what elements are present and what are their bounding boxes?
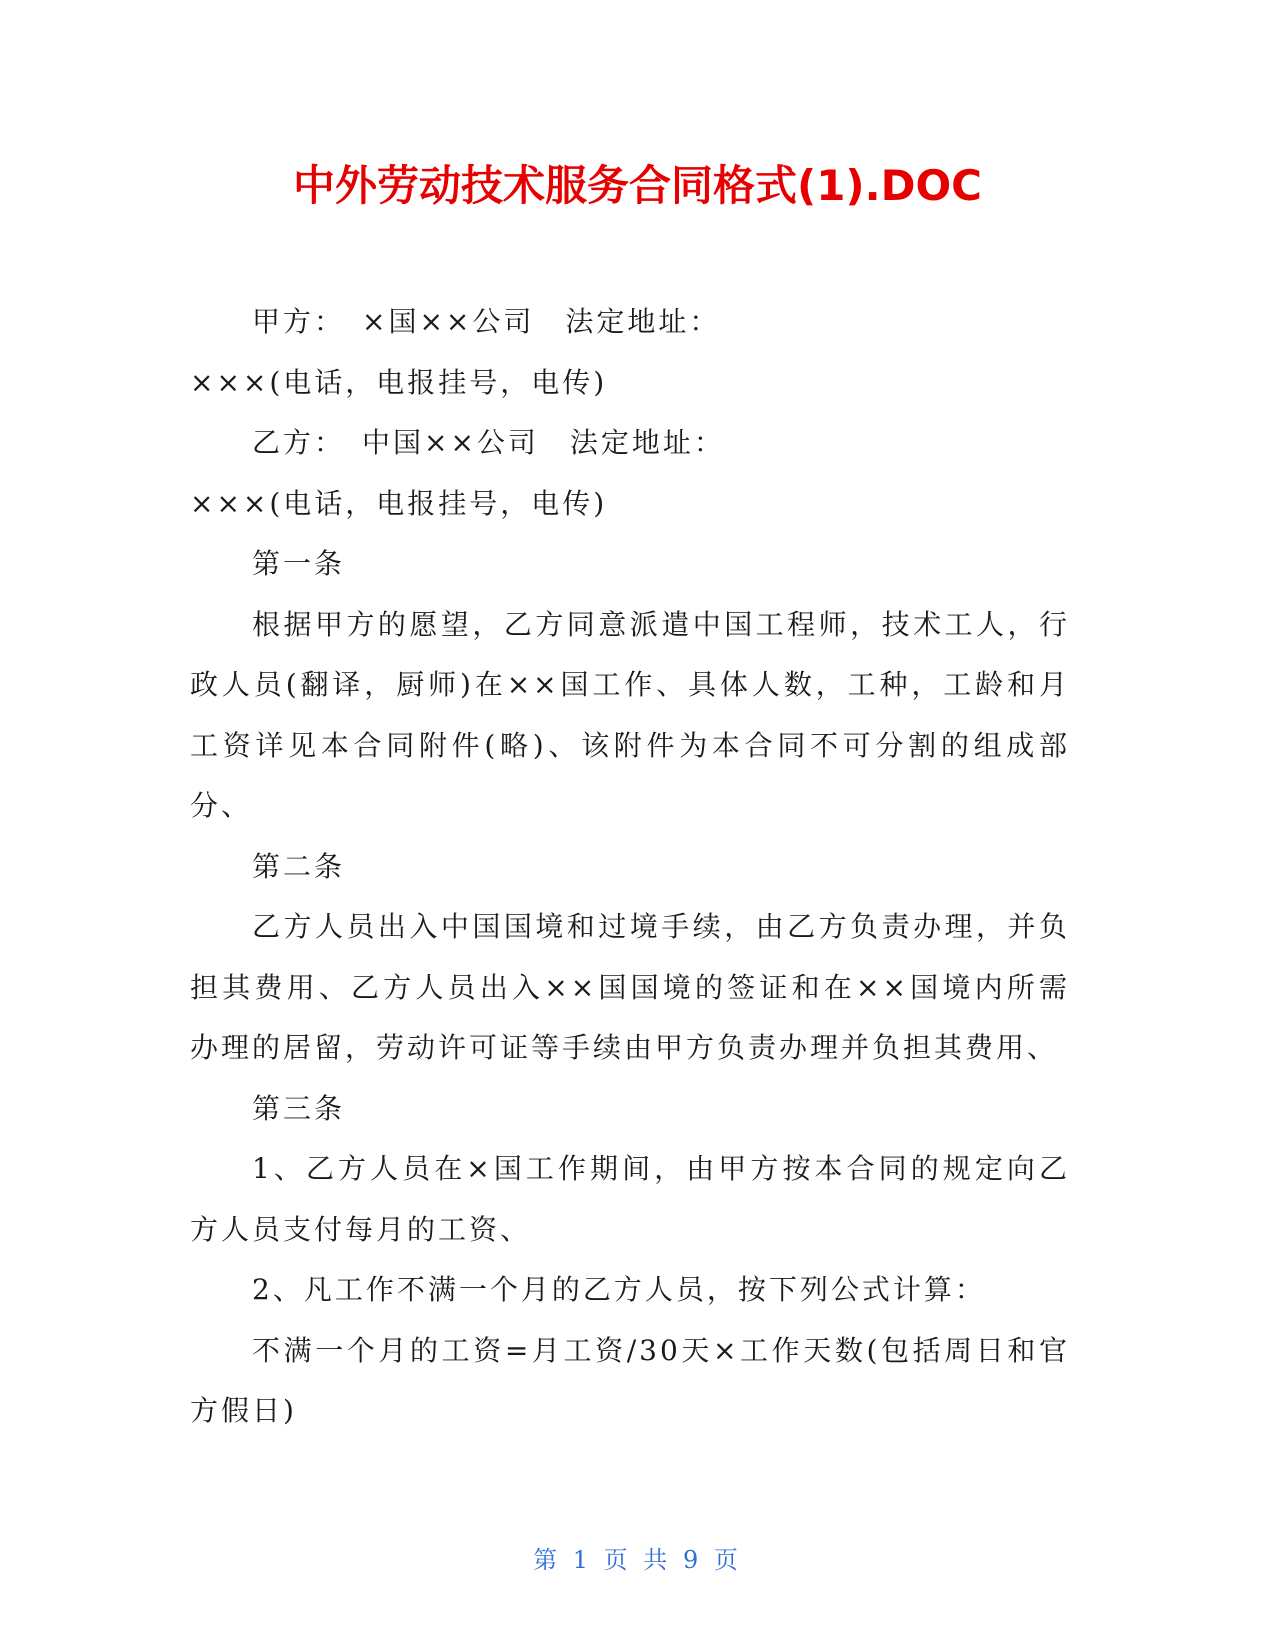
party-a-line: 甲方： ×国××公司 法定地址： — [252, 305, 721, 338]
article-3-item-1: 1、乙方人员在×国工作期间，由甲方按本合同的规定向乙方人员支付每月的工资、 — [190, 1152, 1070, 1246]
article-1-text: 根据甲方的愿望，乙方同意派遣中国工程师，技术工人，行政人员(翻译，厨师)在××国工作、具体人数，工种，工龄和月工资详见本合同附件(略)、该附件为本合同不可分割的组成部分、 — [190, 607, 1070, 822]
document-title: 中外劳动技术服务合同格式(1).DOC — [293, 161, 982, 210]
party-b-line: 乙方： 中国××公司 法定地址： — [252, 426, 725, 459]
article-2-heading: 第二条 — [252, 849, 346, 883]
salary-formula: 不满一个月的工资=月工资/30天×工作天数(包括周日和官方假日) — [190, 1333, 1070, 1427]
document-body — [190, 292, 1070, 1442]
article-3-item-2: 2、凡工作不满一个月的乙方人员，按下列公式计算： — [252, 1273, 986, 1306]
article-3-heading: 第三条 — [252, 1091, 346, 1125]
page-footer: 第 1 页 共 9 页 — [533, 1546, 742, 1574]
party-b-contact: ×××(电话，电报挂号，电传) — [190, 486, 608, 520]
article-1-heading: 第一条 — [252, 547, 346, 580]
party-a-contact: ×××(电话，电报挂号，电传) — [190, 365, 608, 399]
article-2-text: 乙方人员出入中国国境和过境手续，由乙方负责办理，并负担其费用、乙方人员出入××国国境的签证和在××国境内所需办理的居留，劳动许可证等手续由甲方负责办理并负担其费用、 — [190, 910, 1070, 1064]
